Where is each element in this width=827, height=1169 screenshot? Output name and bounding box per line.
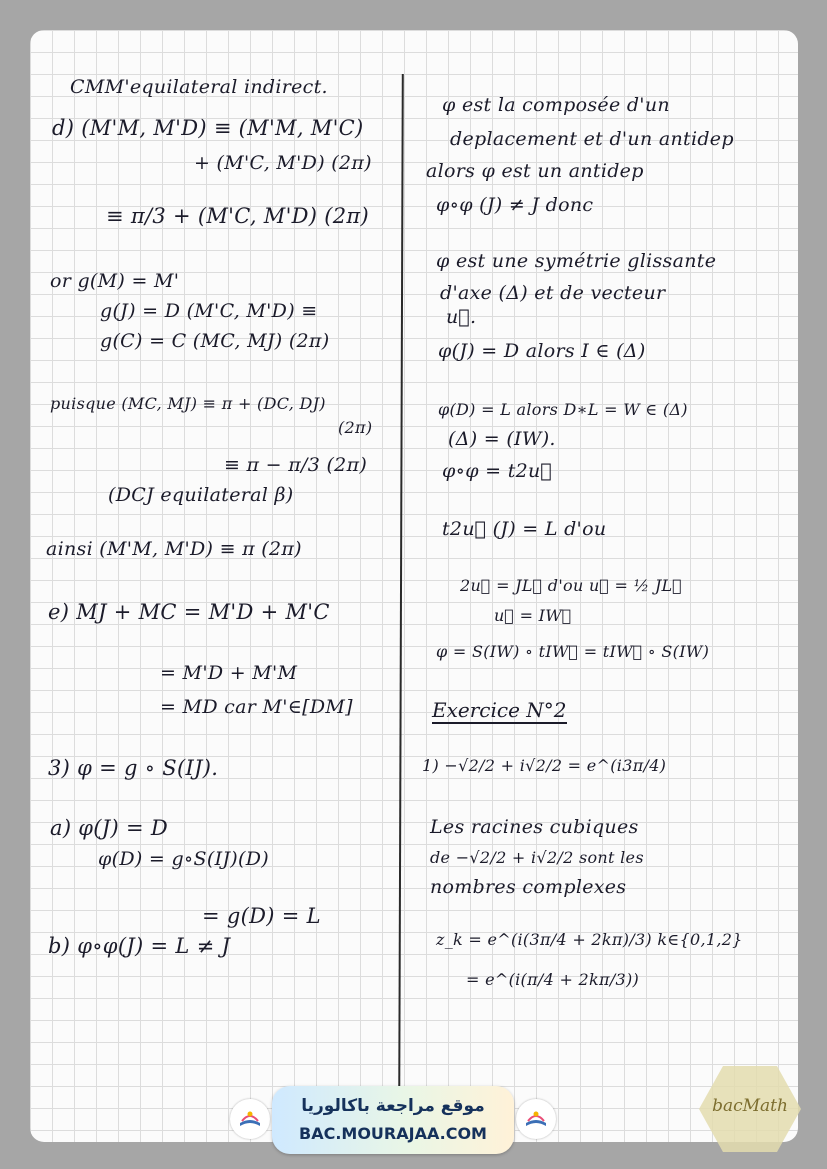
right-line-8: φ(J) = D alors I ∈ (Δ): [438, 340, 646, 362]
right-line-19: nombres complexes: [430, 876, 627, 898]
left-line-5: or g(M) = M': [50, 270, 180, 292]
left-line-7: g(C) = C (MC, MJ) (2π): [100, 330, 330, 352]
left-line-19: = g(D) = L: [202, 904, 321, 928]
right-book-logo-icon: [516, 1099, 556, 1139]
left-line-20: b) φ∘φ(J) = L ≠ J: [48, 934, 231, 958]
right-line-20: z_k = e^(i(3π/4 + 2kπ)/3) k∈{0,1,2}: [436, 930, 743, 949]
left-line-15: = MD car M'∈[DM]: [160, 696, 353, 718]
right-line-7: u⃗.: [446, 306, 477, 328]
left-line-4: ≡ π/3 + (M'C, M'D) (2π): [106, 204, 370, 228]
right-line-1: φ est la composée d'un: [442, 94, 670, 116]
right-line-3: alors φ est un antidep: [426, 160, 644, 182]
site-url[interactable]: BAC.MOURAJAA.COM: [299, 1124, 487, 1143]
left-book-logo-icon: [230, 1099, 270, 1139]
left-line-11: (DCJ equilateral β): [108, 484, 294, 506]
left-line-13: e) MJ + MC = M'D + M'C: [48, 600, 330, 624]
exercise-title: Exercice N°2: [432, 698, 567, 722]
left-line-17: a) φ(J) = D: [50, 816, 168, 840]
right-line-2: deplacement et d'un antidep: [450, 128, 734, 150]
right-line-17: Les racines cubiques: [430, 816, 639, 838]
left-line-8: puisque (MC, MJ) ≡ π + (DC, DJ): [50, 394, 326, 413]
left-line-16: 3) φ = g ∘ S(IJ).: [48, 756, 219, 780]
right-line-5: φ est une symétrie glissante: [436, 250, 717, 272]
left-line-10: ≡ π − π/3 (2π): [224, 454, 368, 476]
right-line-14: u⃗ = IW⃗: [494, 606, 572, 625]
left-line-2: d) (M'M, M'D) ≡ (M'M, M'C): [52, 116, 364, 140]
left-line-14: = M'D + M'M: [160, 662, 298, 684]
right-line-11: φ∘φ = t2u⃗: [442, 460, 552, 482]
site-arabic-name: موقع مراجعة باكالوريا: [301, 1096, 485, 1116]
left-line-12: ainsi (M'M, M'D) ≡ π (2π): [46, 538, 302, 560]
right-line-9: φ(D) = L alors D∗L = W ∈ (Δ): [438, 400, 688, 419]
right-line-6: d'axe (Δ) et de vecteur: [440, 282, 666, 304]
left-line-9: (2π): [338, 418, 373, 437]
notebook-sheet: [30, 30, 798, 1142]
right-line-21: = e^(i(π/4 + 2kπ/3)): [466, 970, 640, 989]
right-line-15: φ = S(IW) ∘ tIW⃗ = tIW⃗ ∘ S(IW): [436, 642, 710, 661]
column-divider: [398, 74, 404, 1104]
bacmath-watermark: bacMath: [712, 1096, 788, 1116]
right-line-12: t2u⃗ (J) = L d'ou: [442, 518, 607, 540]
right-line-4: φ∘φ (J) ≠ J donc: [436, 194, 594, 216]
left-line-3: + (M'C, M'D) (2π): [194, 152, 372, 174]
left-line-1: CMM'equilateral indirect.: [70, 76, 328, 98]
right-line-18: de −√2/2 + i√2/2 sont les: [430, 848, 644, 867]
left-line-18: φ(D) = g∘S(IJ)(D): [98, 848, 269, 870]
right-line-10: (Δ) = (IW).: [448, 428, 556, 450]
right-line-16: 1) −√2/2 + i√2/2 = e^(i3π/4): [422, 756, 667, 775]
left-line-6: g(J) = D (M'C, M'D) ≡: [100, 300, 318, 322]
site-badge-link[interactable]: [272, 1086, 514, 1154]
right-line-13: 2u⃗ = JL⃗ d'ou u⃗ = ½ JL⃗: [460, 576, 683, 595]
